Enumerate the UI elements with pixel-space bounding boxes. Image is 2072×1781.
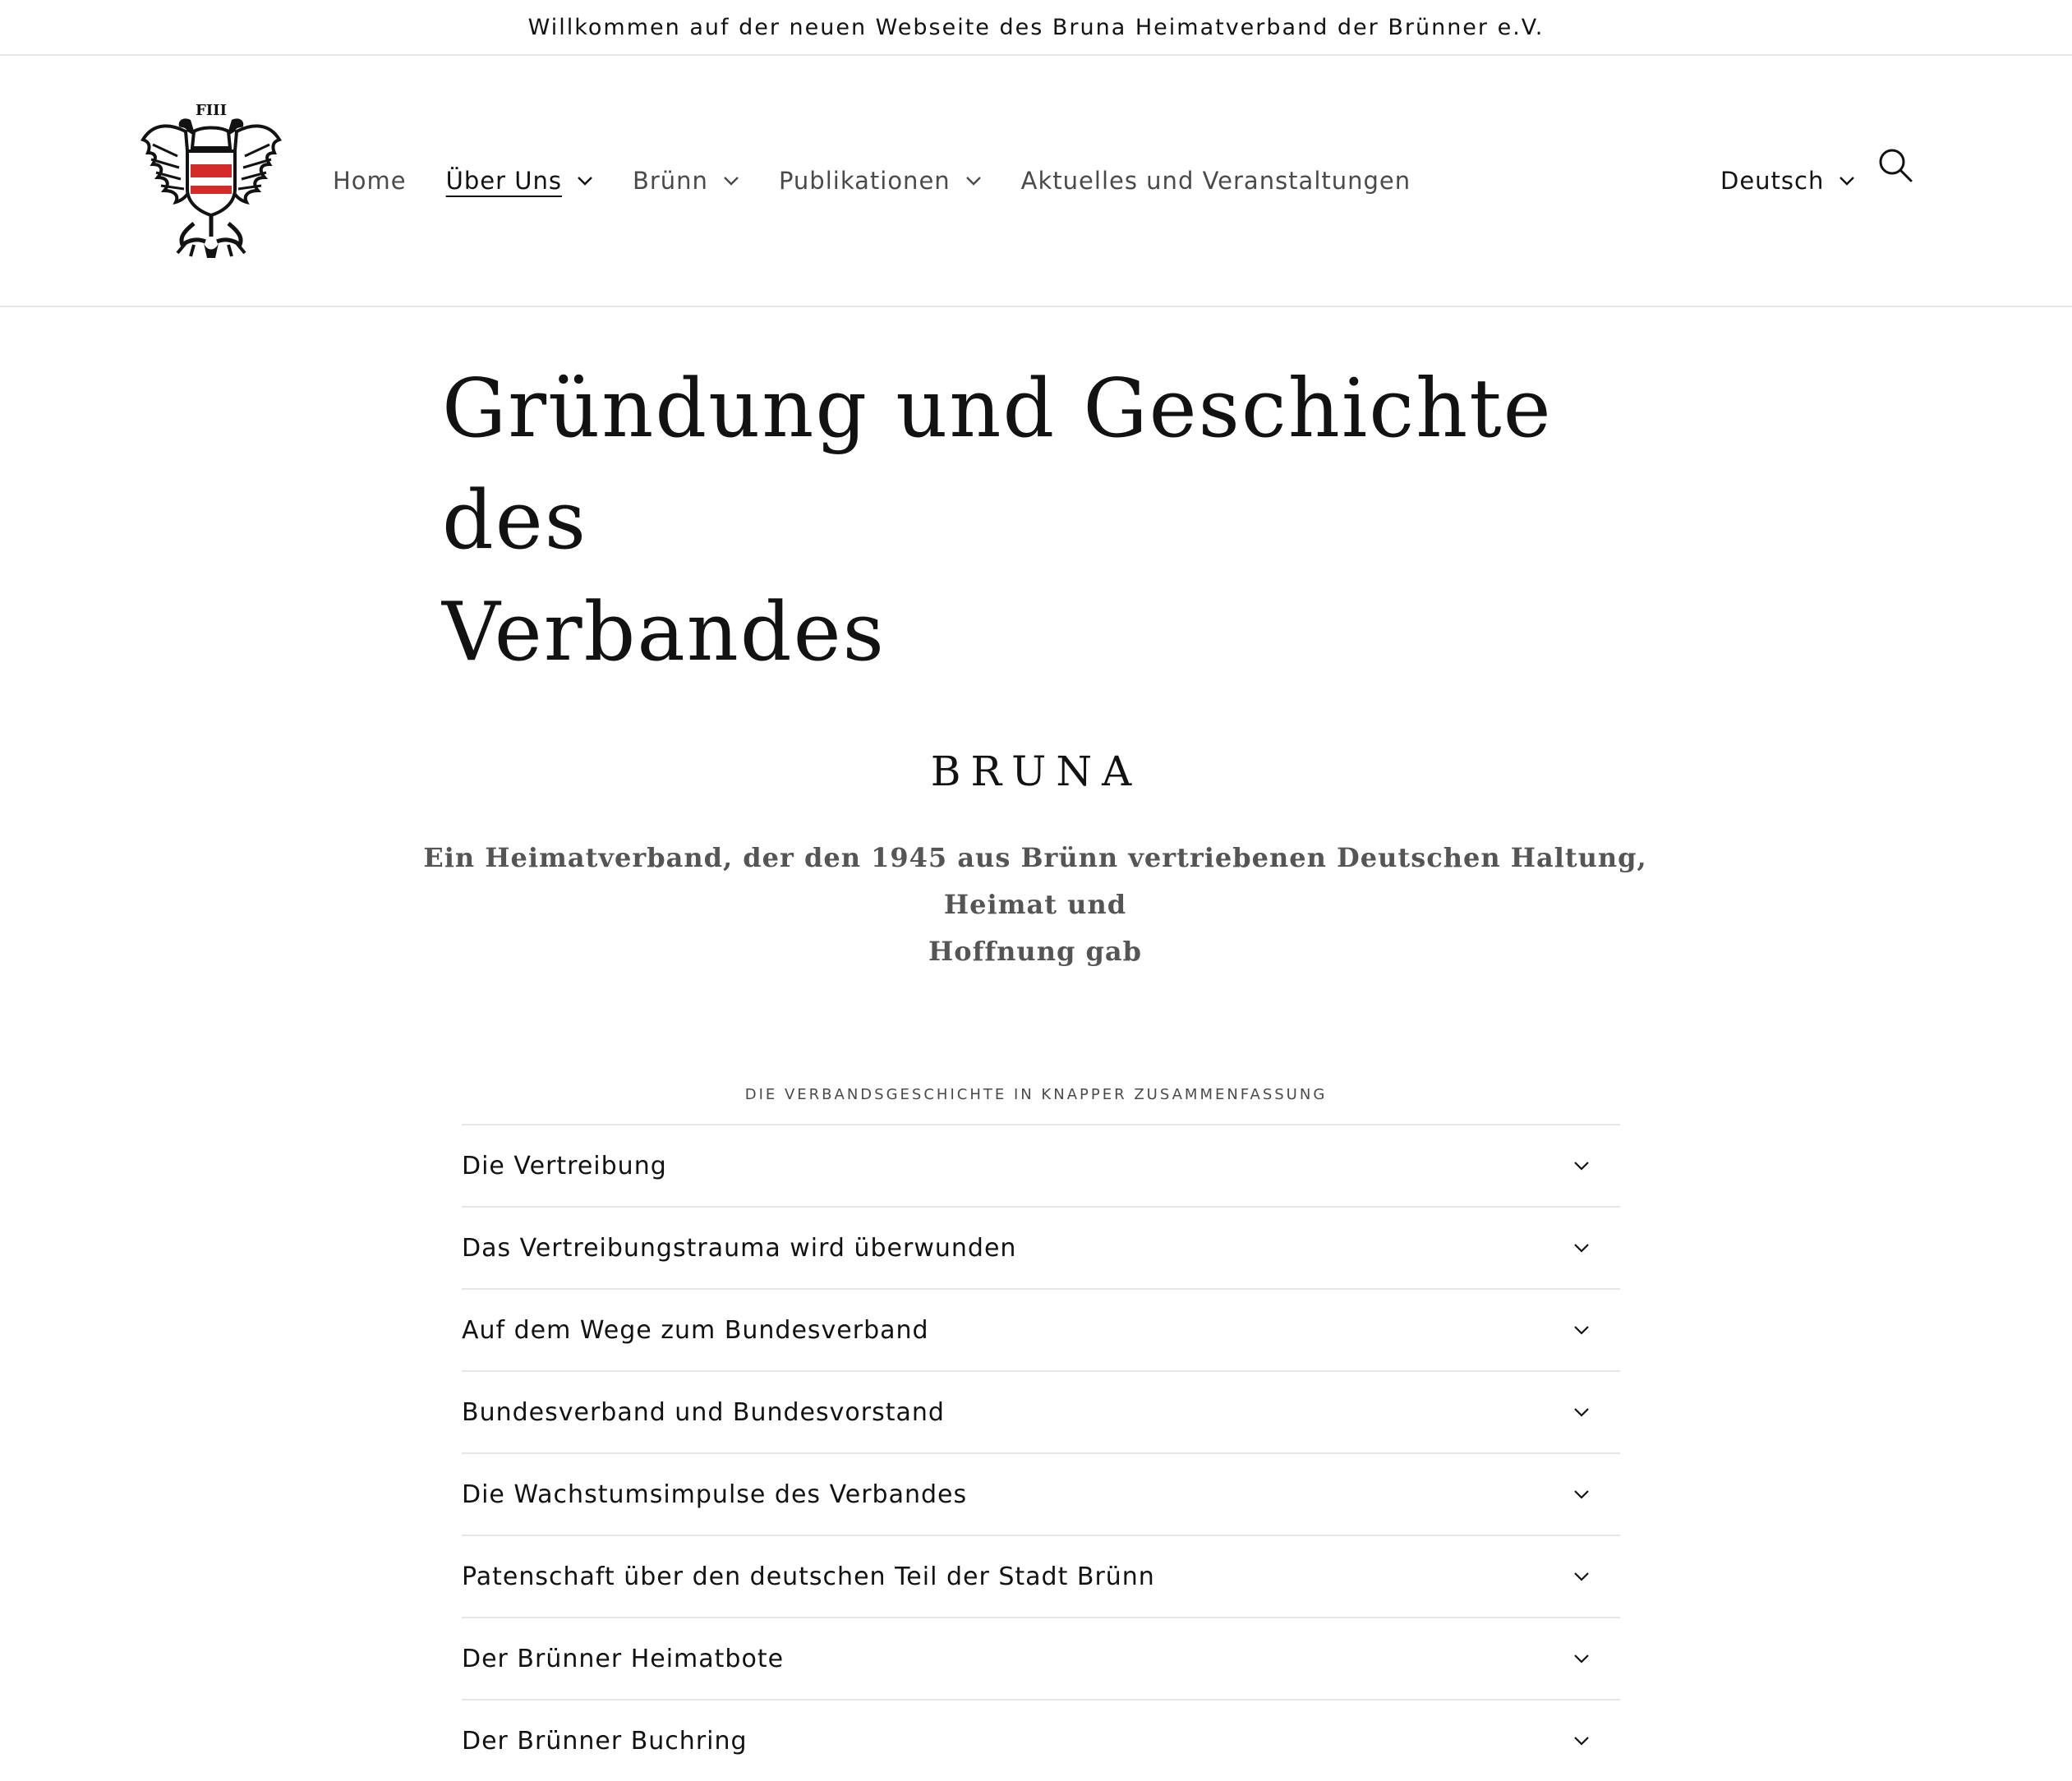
nav-item-publikationen[interactable] [779, 167, 982, 195]
chevron-down-icon [1572, 1406, 1591, 1418]
accordion-item-label: Bundesverband und Bundesvorstand [462, 1397, 945, 1427]
logo[interactable] [136, 99, 286, 261]
nav-item-label: Brünn [632, 167, 708, 195]
accordion-item[interactable] [462, 1452, 1620, 1535]
chevron-down-icon [1839, 176, 1855, 186]
brand-subtitle [411, 835, 1660, 975]
accordion-item[interactable] [462, 1288, 1620, 1370]
logo-crown-text: FIII [195, 102, 228, 119]
main-nav [333, 56, 1411, 306]
accordion-item[interactable] [462, 1617, 1620, 1699]
nav-item-ueber-uns[interactable] [446, 167, 593, 195]
accordion-item-label: Die Wachstumsimpulse des Verbandes [462, 1480, 968, 1509]
history-accordion [462, 1124, 1620, 1781]
chevron-down-icon [1572, 1735, 1591, 1746]
chevron-down-icon [1572, 1571, 1591, 1582]
accordion-item[interactable] [462, 1124, 1620, 1206]
page-title-line-2: Verbandes [442, 586, 886, 679]
accordion-item[interactable] [462, 1370, 1620, 1452]
chevron-down-icon [1572, 1653, 1591, 1664]
accordion-item-label: Patenschaft über den deutschen Teil der Stadt Brünn [462, 1562, 1155, 1591]
chevron-down-icon [577, 176, 593, 186]
chevron-down-icon [1572, 1324, 1591, 1336]
page-title [442, 353, 1641, 688]
nav-item-bruenn[interactable] [633, 167, 739, 195]
brand-heading: BRUNA [930, 748, 1142, 795]
nav-item-home[interactable] [333, 167, 407, 195]
language-label: Deutsch [1720, 167, 1825, 195]
accordion-item-label: Der Brünner Buchring [462, 1726, 748, 1756]
accordion-item-label: Das Vertreibungstrauma wird überwunden [462, 1233, 1017, 1263]
nav-item-label: Aktuelles und Veranstaltungen [1020, 167, 1411, 195]
chevron-down-icon [1572, 1242, 1591, 1254]
announcement-bar [0, 0, 2072, 56]
language-selector[interactable] [1720, 56, 1855, 306]
chevron-down-icon [1572, 1160, 1591, 1171]
chevron-down-icon [965, 176, 982, 186]
search-icon[interactable] [1876, 146, 1914, 184]
accordion-item[interactable] [462, 1699, 1620, 1781]
accordion-item[interactable] [462, 1535, 1620, 1617]
brand-subtitle-line-2: Hoffnung gab [928, 936, 1142, 967]
nav-item-label: Über Uns [445, 167, 562, 195]
accordion-item-label: Der Brünner Heimatbote [462, 1644, 785, 1673]
accordion-item[interactable] [462, 1206, 1620, 1288]
coat-of-arms-eagle-icon [143, 102, 279, 258]
section-caption: DIE VERBANDSGESCHICHTE IN KNAPPER ZUSAMMENFASSUNG [744, 1086, 1328, 1103]
chevron-down-icon [1572, 1489, 1591, 1500]
page-title-line-1: Gründung und Geschichte des [442, 362, 1553, 568]
nav-item-label: Publikationen [778, 167, 951, 195]
chevron-down-icon [723, 176, 739, 186]
accordion-item-label: Auf dem Wege zum Bundesverband [462, 1315, 929, 1345]
accordion-item-label: Die Vertreibung [462, 1151, 667, 1180]
nav-item-aktuelles[interactable] [1021, 167, 1411, 195]
brand-subtitle-line-1: Ein Heimatverband, der den 1945 aus Brünn vertriebenen Deutschen Haltung, Heimat und [423, 842, 1647, 920]
site-header [0, 56, 2072, 307]
nav-item-label: Home [333, 167, 407, 195]
announcement-text: Willkommen auf der neuen Webseite des Bruna Heimatverband der Brünner e.V. [527, 14, 1545, 40]
